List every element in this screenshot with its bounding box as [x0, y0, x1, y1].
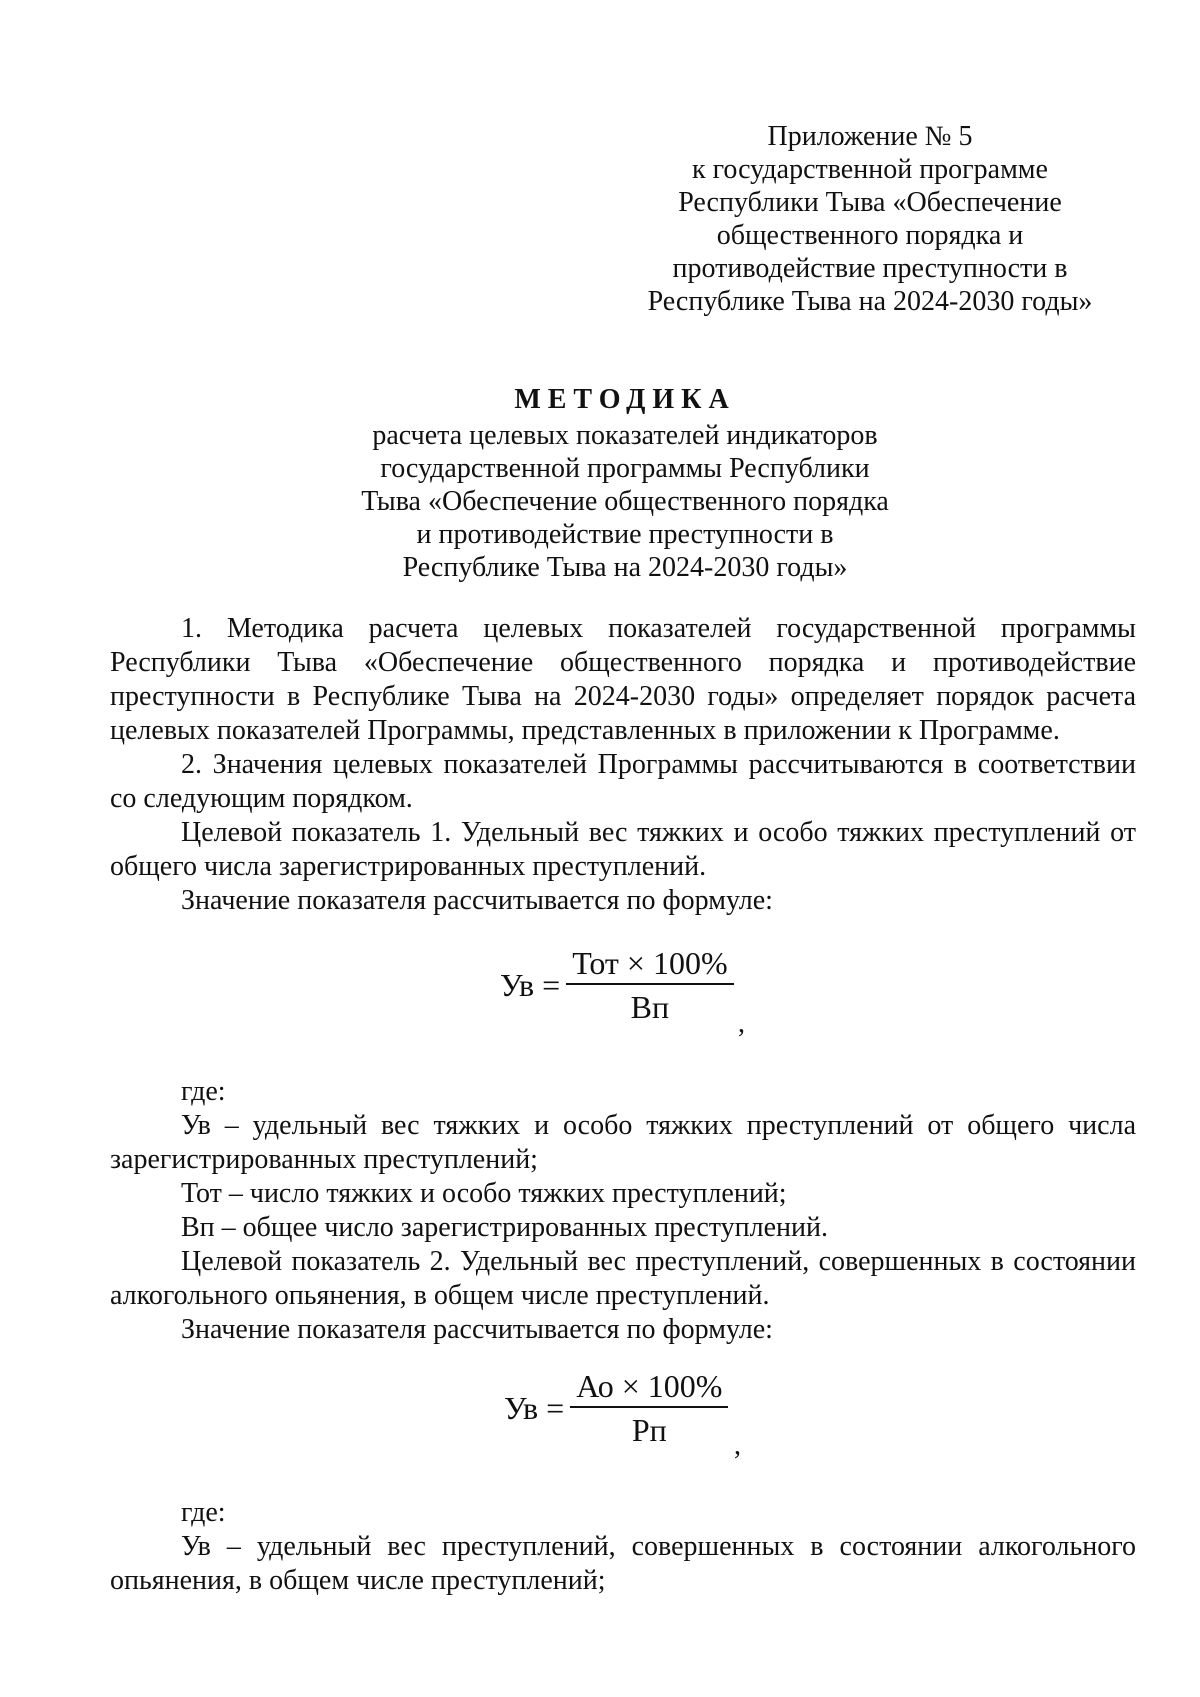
paragraph: Целевой показатель 2. Удельный вес преступлений, совершенных в состоянии алкогольного опьянения, в общем числе преступлений. — [110, 1246, 1136, 1311]
formula-lhs: Ув = — [504, 1390, 565, 1426]
appendix-line: Приложение № 5 — [767, 121, 973, 152]
body-block-1 — [110, 612, 1136, 918]
subtitle-line: и противодействие преступности в — [416, 519, 834, 550]
appendix-line: общественного порядка и — [716, 220, 1024, 251]
paragraph: Значение показателя рассчитывается по формуле: — [181, 1314, 773, 1345]
subtitle-line: государственной программы Республики — [380, 453, 870, 484]
formula-1 — [500, 945, 734, 1025]
formula-comma: , — [738, 1008, 745, 1039]
formula-denominator: Рп — [631, 1412, 667, 1448]
document-subtitle — [0, 419, 1200, 584]
paragraph: 2. Значения целевых показателей Программы рассчитываются в соответствии со следующим порядком. — [110, 749, 1136, 814]
paragraph: Ув – удельный вес преступлений, совершенных в состоянии алкогольного опьянения, в общем числе преступлений; — [110, 1531, 1136, 1596]
formula-fraction — [570, 1368, 728, 1448]
paragraph: Тот – число тяжких и особо тяжких преступлений; — [181, 1178, 787, 1209]
body-block-3 — [110, 1496, 1136, 1598]
formula-2 — [504, 1368, 728, 1448]
paragraph: Вп – общее число зарегистрированных преступлений. — [181, 1212, 828, 1243]
appendix-line: Республики Тыва «Обеспечение — [678, 187, 1062, 218]
formula-numerator: Тот × 100% — [566, 945, 733, 985]
formula-lhs: Ув = — [500, 967, 561, 1003]
subtitle-line: Тыва «Обеспечение общественного порядка — [361, 486, 889, 517]
paragraph: 1. Методика расчета целевых показателей государственной программы Республики Тыва «Обеспечение общественного порядка и противодействие преступности в Республике Тыва на 2024-2030 годы» определяет порядок расчета целевых показателей Программы, представленных в приложении к Программе. — [110, 613, 1136, 746]
subtitle-line: Республике Тыва на 2024-2030 годы» — [402, 552, 848, 583]
appendix-line: Республике Тыва на 2024-2030 годы» — [647, 286, 1093, 317]
formula-fraction — [566, 945, 733, 1025]
paragraph: Значение показателя рассчитывается по формуле: — [181, 885, 773, 916]
paragraph: где: — [181, 1497, 226, 1528]
formula-comma: , — [734, 1430, 741, 1461]
paragraph: Целевой показатель 1. Удельный вес тяжких и особо тяжких преступлений от общего числа зарегистрированных преступлений. — [110, 817, 1136, 882]
body-block-2 — [110, 1075, 1136, 1347]
appendix-line: противодействие преступности в — [672, 253, 1068, 284]
paragraph: Ув – удельный вес тяжких и особо тяжких преступлений от общего числа зарегистрированных преступлений; — [110, 1110, 1136, 1175]
subtitle-line: расчета целевых показателей индикаторов — [372, 420, 878, 451]
paragraph: где: — [181, 1076, 226, 1107]
document-title: МЕТОДИКА — [514, 384, 736, 415]
appendix-header — [600, 120, 1140, 318]
formula-denominator: Вп — [630, 989, 670, 1025]
appendix-line: к государственной программе — [692, 154, 1048, 185]
formula-numerator: Ао × 100% — [570, 1368, 728, 1408]
